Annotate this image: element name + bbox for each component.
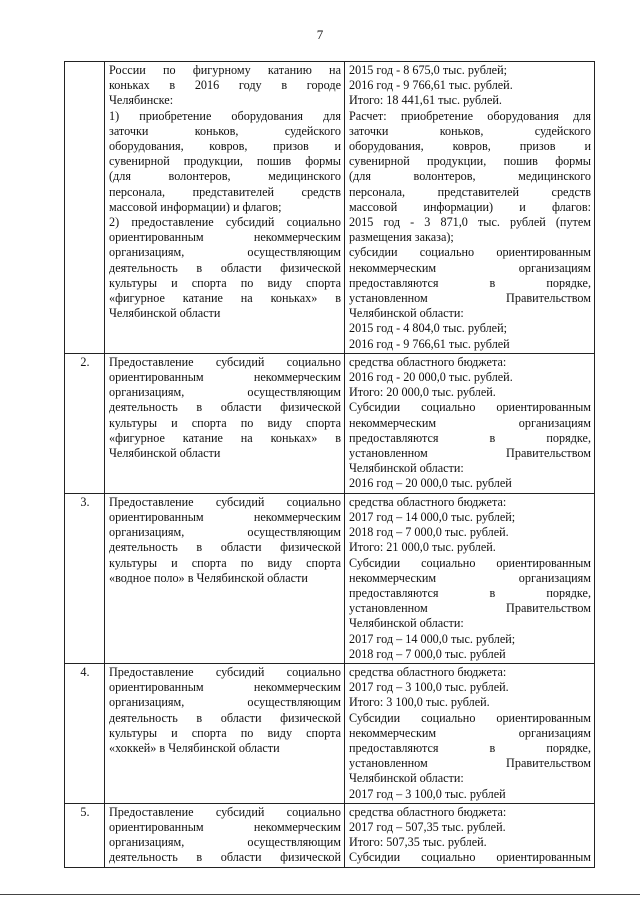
measure-description-cell — [105, 493, 345, 663]
text-line: «фигурное катание на коньках» в — [109, 430, 341, 445]
text-line: 2016 год - 9 766,61 тыс. рублей — [349, 336, 510, 351]
text-line: оборудования, ковров, призов и — [109, 139, 341, 154]
text-line: (для волонтеров, медицинского — [109, 169, 341, 184]
text-line: «фигурное катание на коньках» в — [109, 291, 341, 306]
page-bottom-divider — [0, 894, 640, 895]
text-line: некоммерческим организациям — [349, 725, 591, 740]
text-line: «водное поло» в Челябинской области — [109, 570, 308, 585]
text-line: культуры и спорта по виду спорта — [109, 725, 341, 740]
table-body — [65, 62, 595, 868]
row-number-cell: 4. — [65, 663, 105, 803]
text-line: 2015 год - 8 675,0 тыс. рублей; — [349, 63, 508, 77]
text-line: 2015 год - 3 871,0 тыс. рублей (путем — [349, 215, 591, 230]
funding-source-cell — [345, 493, 595, 663]
text-line: организациям, осуществляющим — [109, 525, 341, 540]
text-line: организациям, осуществляющим — [109, 385, 341, 400]
text-line: некоммерческим организациям — [349, 260, 591, 275]
measure-description-cell — [105, 353, 345, 493]
text-line: Субсидии социально ориентированным — [349, 850, 591, 865]
text-line: деятельность в области физической — [109, 850, 341, 865]
funding-source-cell — [345, 62, 595, 354]
text-line: 2017 год – 3 100,0 тыс. рублей. — [349, 680, 509, 695]
table-row — [65, 493, 595, 663]
text-line: России по фигурному катанию на — [109, 63, 341, 77]
text-line: Итого: 18 441,61 тыс. рублей. — [349, 93, 502, 108]
text-line: заточки коньков, судейского — [349, 123, 591, 138]
text-line: размещения заказа); — [349, 230, 454, 245]
text-line: 2016 год - 20 000,0 тыс. рублей. — [349, 370, 513, 385]
text-line: 2017 год – 14 000,0 тыс. рублей; — [349, 631, 516, 646]
measures-table — [64, 61, 595, 868]
text-line: массовой информации) и флагов; — [109, 199, 282, 214]
table-row — [65, 353, 595, 493]
text-line: культуры и спорта по виду спорта — [109, 555, 341, 570]
text-line: коньках в 2016 году в городе — [109, 78, 341, 93]
text-line: Предоставление субсидий социально — [109, 494, 341, 509]
row-number-cell: 3. — [65, 493, 105, 663]
text-line: деятельность в области физической — [109, 400, 341, 415]
text-line: оборудования, ковров, призов и — [349, 139, 591, 154]
table-row — [65, 62, 595, 354]
text-line: 2017 год – 3 100,0 тыс. рублей — [349, 786, 506, 801]
text-line: Субсидии социально ориентированным — [349, 710, 591, 725]
text-line: Итого: 20 000,0 тыс. рублей. — [349, 385, 496, 400]
text-line: массовой информации) и флагов: — [349, 199, 591, 214]
measure-description-cell — [105, 62, 345, 354]
text-line: Предоставление субсидий социально — [109, 664, 341, 679]
funding-source-cell — [345, 803, 595, 867]
text-line: ориентированным некоммерческим — [109, 230, 341, 245]
text-line: организациям, осуществляющим — [109, 695, 341, 710]
text-line: 1) приобретение оборудования для — [109, 108, 341, 123]
text-line: 2018 год – 7 000,0 тыс. рублей — [349, 646, 506, 661]
text-line: деятельность в области физической — [109, 540, 341, 555]
text-line: 2016 год - 9 766,61 тыс. рублей. — [349, 78, 513, 93]
text-line: Челябинской области — [109, 306, 221, 321]
text-line: 2017 год – 507,35 тыс. рублей. — [349, 819, 506, 834]
text-line: ориентированным некоммерческим — [109, 370, 341, 385]
row-number-cell: 2. — [65, 353, 105, 493]
text-line: некоммерческим организациям — [349, 570, 591, 585]
text-line: Субсидии социально ориентированным — [349, 400, 591, 415]
text-line: деятельность в области физической — [109, 260, 341, 275]
table-row — [65, 663, 595, 803]
row-number-cell — [65, 62, 105, 354]
text-line: персонала, представителей средств — [349, 184, 591, 199]
text-line: персонала, представителей средств — [109, 184, 341, 199]
text-line: организациям, осуществляющим — [109, 835, 341, 850]
text-line: средства областного бюджета: — [349, 354, 507, 369]
text-line: предоставляются в порядке, — [349, 430, 591, 445]
text-line: Челябинской области: — [349, 306, 464, 321]
text-line: «хоккей» в Челябинской области — [109, 740, 280, 755]
text-line: некоммерческим организациям — [349, 415, 591, 430]
text-line: 2017 год – 14 000,0 тыс. рублей; — [349, 509, 516, 524]
text-line: деятельность в области физической — [109, 710, 341, 725]
measure-description-cell — [105, 803, 345, 867]
text-line: ориентированным некоммерческим — [109, 509, 341, 524]
text-line: Итого: 507,35 тыс. рублей. — [349, 835, 487, 850]
text-line: предоставляются в порядке, — [349, 740, 591, 755]
text-line: культуры и спорта по виду спорта — [109, 275, 341, 290]
text-line: (для волонтеров, медицинского — [349, 169, 591, 184]
page-number: 7 — [316, 27, 324, 42]
text-line: средства областного бюджета: — [349, 804, 507, 819]
text-line: 2018 год – 7 000,0 тыс. рублей. — [349, 525, 509, 540]
text-line: установленном Правительством — [349, 601, 591, 616]
text-line: 2015 год - 4 804,0 тыс. рублей; — [349, 321, 508, 336]
text-line: Итого: 21 000,0 тыс. рублей. — [349, 540, 496, 555]
measure-description-cell — [105, 663, 345, 803]
text-line: средства областного бюджета: — [349, 494, 507, 509]
text-line: сувенирной продукции, пошив формы — [349, 154, 591, 169]
text-line: средства областного бюджета: — [349, 664, 507, 679]
text-line: Итого: 3 100,0 тыс. рублей. — [349, 695, 490, 710]
text-line: установленном Правительством — [349, 756, 591, 771]
text-line: предоставляются в порядке, — [349, 585, 591, 600]
text-line: установленном Правительством — [349, 291, 591, 306]
text-line: 2016 год – 20 000,0 тыс. рублей — [349, 476, 512, 491]
text-line: организациям, осуществляющим — [109, 245, 341, 260]
text-line: Предоставление субсидий социально — [109, 354, 341, 369]
text-line: предоставляются в порядке, — [349, 275, 591, 290]
text-line: установленном Правительством — [349, 446, 591, 461]
text-line: заточки коньков, судейского — [109, 123, 341, 138]
text-line: Челябинске: — [109, 93, 174, 108]
text-line: Челябинской области — [109, 446, 221, 461]
row-number-cell: 5. — [65, 803, 105, 867]
text-line: 2) предоставление субсидий социально — [109, 215, 341, 230]
text-line: Расчет: приобретение оборудования для — [349, 108, 591, 123]
text-line: ориентированным некоммерческим — [109, 819, 341, 834]
table-row — [65, 803, 595, 867]
text-line: Челябинской области: — [349, 771, 464, 786]
text-line: Челябинской области: — [349, 461, 464, 476]
text-line: субсидии социально ориентированным — [349, 245, 591, 260]
text-line: Челябинской области: — [349, 616, 464, 631]
text-line: Субсидии социально ориентированным — [349, 555, 591, 570]
text-line: ориентированным некоммерческим — [109, 680, 341, 695]
funding-source-cell — [345, 353, 595, 493]
text-line: сувенирной продукции, пошив формы — [109, 154, 341, 169]
text-line: Предоставление субсидий социально — [109, 804, 341, 819]
funding-source-cell — [345, 663, 595, 803]
text-line: культуры и спорта по виду спорта — [109, 415, 341, 430]
